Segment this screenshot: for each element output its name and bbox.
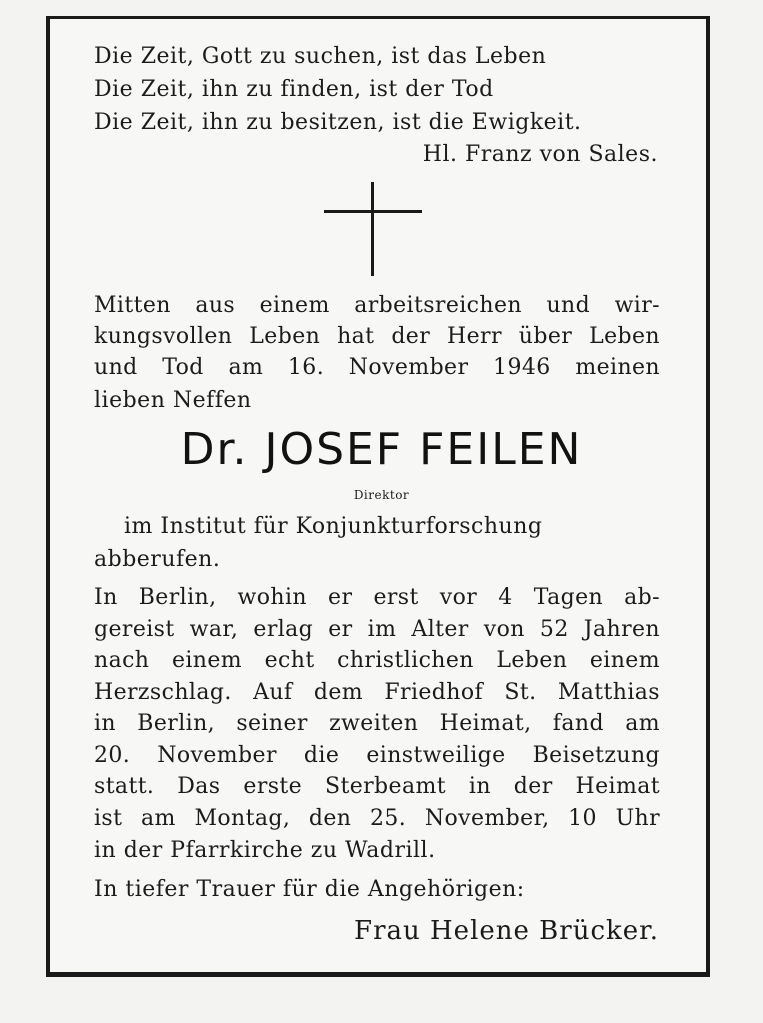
intro-line-1: Mitten aus einem arbeitsreichen und wir- xyxy=(94,293,660,318)
body-line-7: statt. Das erste Sterbeamt in der Heimat xyxy=(94,774,660,799)
body-line-9: in der Pfarrkirche zu Wadrill. xyxy=(94,838,436,863)
quote-line-2: Die Zeit, ihn zu finden, ist der Tod xyxy=(94,77,494,102)
mourning-line: In tiefer Trauer für die Angehörigen: xyxy=(94,877,525,902)
signature: Frau Helene Brücker. xyxy=(354,916,659,946)
intro-line-2: kungsvollen Leben hat der Herr über Leben xyxy=(94,324,660,349)
deceased-title: Direktor xyxy=(353,488,410,502)
quote-attribution: Hl. Franz von Sales. xyxy=(422,142,658,167)
body-line-2: gereist war, erlag er im Alter von 52 Jahren xyxy=(94,617,660,642)
body-line-4: Herzschlag. Auf dem Friedhof St. Matthias xyxy=(94,680,660,705)
intro-line-3: und Tod am 16. November 1946 meinen xyxy=(94,355,660,380)
body-line-1: In Berlin, wohin er erst vor 4 Tagen ab- xyxy=(94,585,660,610)
deceased-institute: im Institut für Konjunkturforschung xyxy=(124,514,543,539)
quote-line-3: Die Zeit, ihn zu besitzen, ist die Ewigkeit. xyxy=(94,110,582,135)
deceased-closing: abberufen. xyxy=(94,547,221,572)
body-line-5: in Berlin, seiner zweiten Heimat, fand am xyxy=(94,711,660,736)
quote-line-1: Die Zeit, Gott zu suchen, ist das Leben xyxy=(94,44,547,69)
cross-horizontal-bar xyxy=(324,210,422,213)
body-line-6: 20. November die einstweilige Beisetzung xyxy=(94,743,660,768)
deceased-name: Dr. JOSEF FEILEN xyxy=(180,424,583,475)
body-line-3: nach einem echt christlichen Leben einem xyxy=(94,648,660,673)
body-line-8: ist am Montag, den 25. November, 10 Uhr xyxy=(94,806,660,831)
intro-line-4: lieben Neffen xyxy=(94,388,252,413)
cross-vertical-bar xyxy=(371,182,374,276)
